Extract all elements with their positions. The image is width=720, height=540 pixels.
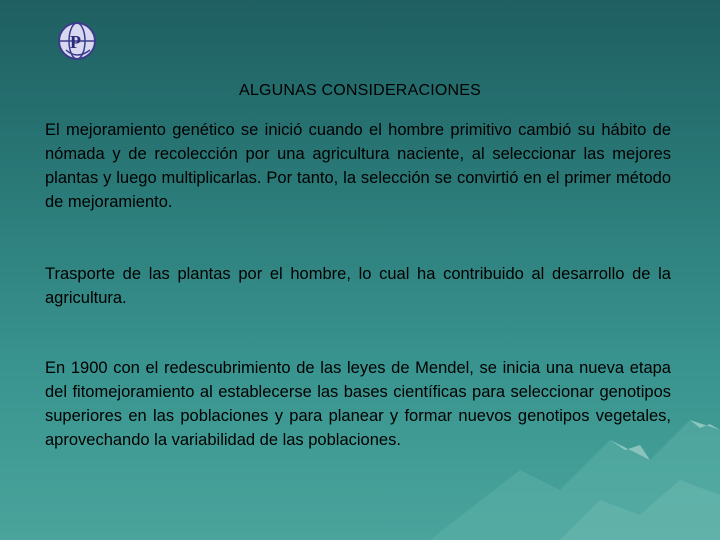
svg-text:P: P bbox=[70, 32, 81, 52]
paragraph-2: Trasporte de las plantas por el hombre, lo cual ha contribuido al desarrollo de la agricultura. bbox=[45, 265, 671, 307]
slide-title: ALGUNAS CONSIDERACIONES bbox=[239, 82, 481, 99]
paragraph-3: En 1900 con el redescubrimiento de las leyes de Mendel, se inicia una nueva etapa del fitomejoramiento al establecerse las bases científicas para seleccionar genotipos superiores en las poblaciones y para planear y formar nuevos genotipos vegetales, aprovechando la variabilidad de las poblaciones. bbox=[45, 359, 671, 449]
globe-logo-icon bbox=[56, 20, 98, 62]
paragraph-1: El mejoramiento genético se inició cuando el hombre primitivo cambió su hábito de nómada y de recolección por una agricultura naciente, al seleccionar las mejores plantas y luego multiplicarlas. Por tanto, la selección se convirtió en el primer método de mejoramiento. bbox=[45, 121, 671, 211]
